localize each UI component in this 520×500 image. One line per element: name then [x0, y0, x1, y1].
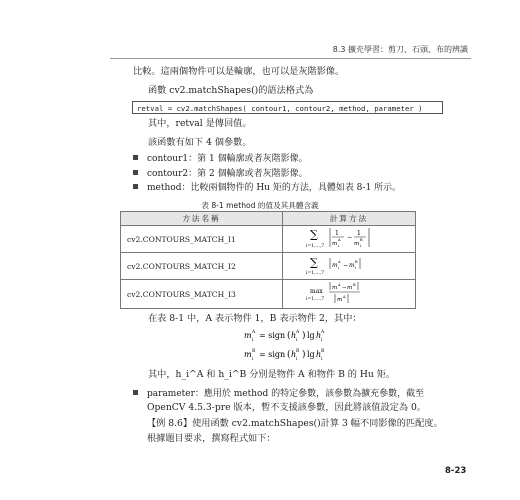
svg-text:m: m [244, 350, 252, 359]
method-table [120, 211, 416, 309]
svg-text:B: B [321, 349, 325, 354]
svg-text:= sign: = sign [259, 331, 286, 340]
svg-text:B: B [360, 238, 363, 242]
svg-text:m: m [332, 241, 338, 247]
intro-text: 比較。這兩個物件可以是輪廓，也可以是灰階影像。 [133, 66, 345, 77]
formula-i1 [283, 226, 416, 253]
svg-text:i: i [338, 266, 340, 270]
formula-i2-graphic [304, 253, 394, 277]
svg-text:m: m [244, 331, 252, 340]
svg-text:i: i [252, 338, 254, 343]
svg-text:B: B [296, 349, 300, 354]
svg-text:−: − [342, 285, 347, 291]
svg-text:∑: ∑ [310, 228, 318, 241]
bullet-contour1: contour1：第 1 個輪廓或者灰階影像。 [133, 153, 308, 165]
svg-text:): ) [302, 331, 306, 341]
table-header-row [121, 212, 416, 226]
code-block: retval = cv2.matchShapes( contour1, contour2, method, parameter ) [132, 101, 443, 114]
svg-text:i=1,...,7: i=1,...,7 [306, 271, 325, 276]
header-rule [110, 58, 471, 59]
svg-text:A: A [252, 330, 256, 335]
table-row [121, 253, 416, 280]
svg-text:m: m [337, 297, 343, 303]
svg-text:i: i [360, 244, 362, 248]
svg-text:i: i [321, 357, 323, 362]
table-row [121, 280, 416, 309]
equation-2 [244, 346, 354, 366]
hu-note: 其中，h_i^A 和 h_i^B 分別是物件 A 和物件 B 的 Hu 矩。 [148, 369, 396, 380]
svg-text:i: i [355, 266, 357, 270]
bullet-method: method：比較兩個物件的 Hu 矩的方法，具體如表 8-1 所示。 [133, 182, 401, 194]
svg-text:lg: lg [307, 331, 315, 340]
svg-text:A: A [338, 238, 341, 242]
svg-text:m: m [332, 262, 338, 269]
equation-1 [244, 327, 354, 347]
svg-text:A: A [338, 260, 341, 264]
svg-text:A: A [321, 330, 325, 335]
svg-text:h: h [291, 350, 297, 359]
svg-text:= sign: = sign [259, 350, 286, 359]
syntax-intro: 函數 cv2.matchShapes()的語法格式為 [148, 85, 314, 96]
svg-text:B: B [355, 260, 358, 264]
header-method-name: 方法名稱 [121, 212, 283, 226]
svg-text:max: max [310, 288, 323, 295]
svg-text:): ) [302, 350, 306, 360]
running-header: 8.3 擴充學習：剪刀、石頭、布的辨識 [332, 45, 468, 54]
method-name-i1: cv2.CONTOURS_MATCH_I1 [121, 226, 283, 253]
svg-text:(: ( [287, 331, 291, 341]
params-intro: 該函數有如下 4 個參數。 [148, 137, 252, 148]
svg-text:(: ( [287, 350, 291, 360]
example-instruction: 根據題目要求，撰寫程式如下： [147, 433, 276, 444]
svg-text:i=1,...,7: i=1,...,7 [306, 244, 325, 249]
svg-text:m: m [332, 285, 338, 291]
equation-2-graphic [244, 346, 354, 362]
svg-text:A: A [343, 295, 346, 299]
equation-1-graphic [244, 327, 354, 343]
svg-text:−: − [343, 262, 349, 269]
svg-text:lg: lg [307, 350, 315, 359]
bullet-contour2: contour2：第 2 個輪廓或者灰階影像。 [133, 168, 308, 180]
header-calc-method: 計算方法 [283, 212, 416, 226]
svg-text:m: m [347, 285, 353, 291]
formula-i1-graphic [304, 226, 394, 250]
svg-text:m: m [354, 241, 360, 247]
svg-text:B: B [252, 349, 256, 354]
svg-text:i: i [252, 357, 254, 362]
svg-text:B: B [353, 283, 356, 287]
svg-text:i: i [338, 244, 340, 248]
formula-i2 [283, 253, 416, 280]
svg-text:h: h [316, 331, 322, 340]
where-text: 在表 8-1 中，A 表示物件 1，B 表示物件 2，其中： [148, 313, 362, 324]
parameter-continuation: OpenCV 4.5.3-pre 版本，暫不支援該參數，因此將該值設定為 0。 [147, 402, 426, 413]
page-number: 8-23 [445, 466, 467, 476]
svg-text:A: A [296, 330, 300, 335]
retval-note: 其中，retval 是傳回值。 [148, 118, 252, 129]
bullet-parameter: parameter：應用於 method 的特定參數，該參數為擴充參數，截至 [133, 388, 424, 400]
svg-text:1: 1 [357, 230, 361, 237]
formula-i3 [283, 280, 416, 309]
svg-text:i: i [321, 338, 323, 343]
example-heading: 【例 8.6】使用函數 cv2.matchShapes()計算 3 幅不同影像的匹配度。 [147, 418, 443, 429]
svg-text:A: A [338, 283, 341, 287]
svg-text:m: m [349, 262, 355, 269]
svg-text:i: i [296, 338, 298, 343]
svg-text:∑: ∑ [310, 256, 318, 269]
svg-text:i: i [296, 357, 298, 362]
svg-text:1: 1 [335, 230, 339, 237]
svg-text:h: h [316, 350, 322, 359]
svg-text:−: − [347, 234, 353, 241]
method-name-i3: cv2.CONTOURS_MATCH_I3 [121, 280, 283, 309]
svg-text:h: h [291, 331, 297, 340]
method-name-i2: cv2.CONTOURS_MATCH_I2 [121, 253, 283, 280]
svg-text:i=1,...,7: i=1,...,7 [306, 297, 325, 302]
formula-i3-graphic [304, 280, 394, 306]
table-row [121, 226, 416, 253]
table-caption: 表 8-1 method 的值及其具體含義 [201, 201, 319, 210]
